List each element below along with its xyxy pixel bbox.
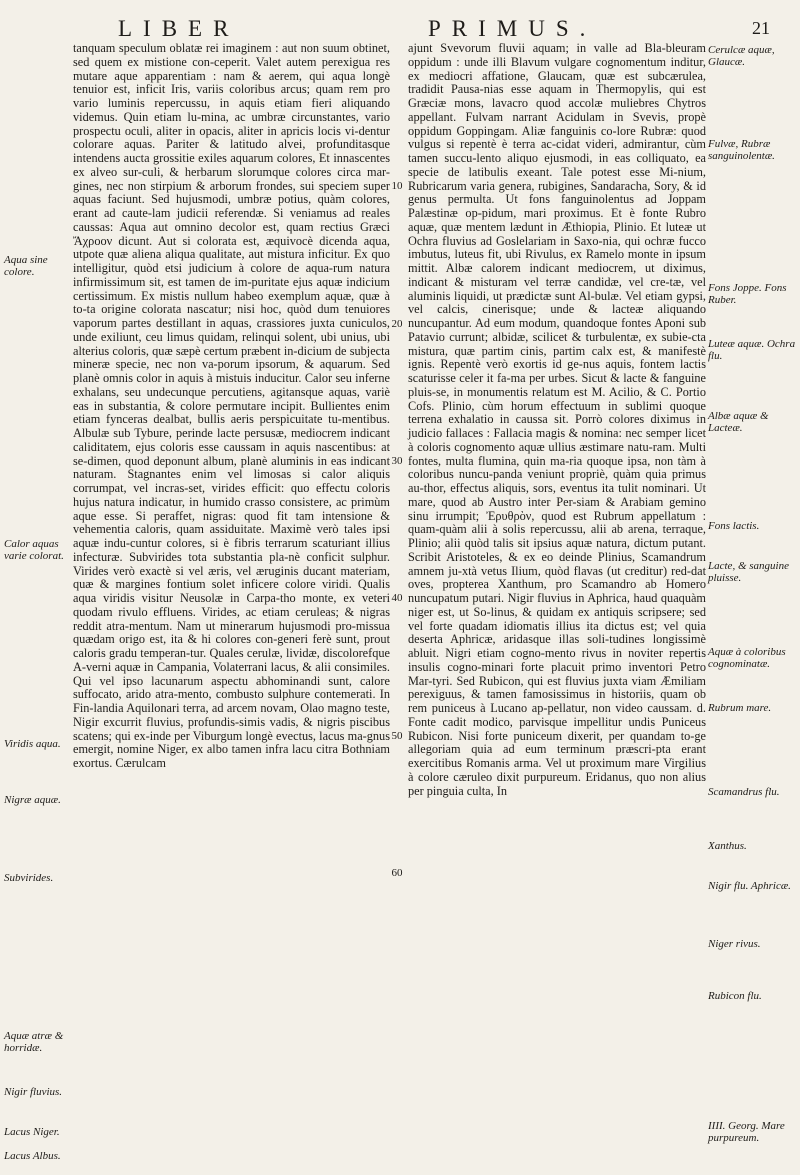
right-margin-note: Xanthus. <box>708 840 747 852</box>
right-column-text: ajunt Svevorum fluvii aquam; in valle ad Bla-bleuram oppidum : unde illi Blavum vulgare cognomentum inditur, ex mediocri affatione, Glaucam, quæ est subcærulea, tradidit Pausa-nias esse aquam in Thermopylis, qui est Græciæ mons, lavacro quod accolæ muliebres Chytros appellant. Fulvam narrant Acidulam in Svevis, propè oppidum Goppingam. Aliæ fanguinis co-lore Rubræ: quod vulgus si repentè è terra ac-cidat videri, admirantur, cùm tamen succu-lento aliquo ejusmodi, in eas colliquato, ea specie de latibulis exeant. Tale potest esse Mi-nium, Rubricarum varia genera, rubigines, Sandaracha, Sory, & id genus permulta. Ut fons fanguinolentus ad Joppam Palæstinæ op-pidum, mari proximus. Et è fonte Rubro aquæ, quæ mentem lædunt in Æthiopia, Plinio. Et luteæ ut Ochra fluvius ad Goslelariam in Saxo-nia, qui ochræ fucco imbutus, luteus fit, ubi Rivulus, ex Ramelo monte in ipsum mittit. Albæ calorem indicant mediocrem, ut diximus, indicant & misturam vel terræ candidæ, vel cre-tæ, vel aluminis liquidi, ut prædictæ sunt Al-bulæ. Vel etiam gypsi, vel calcis, cinerisque; unde & lacteæ aliquando nuncupantur. Ad eum modum, quandoque fontes Aponi sub Patavio currunt; albidæ, scilicet & turbulentæ, ex subie-cta mistura, quæ partim cinis, partim calx est, & manifestè ignis. Repentè verò exortis id ge-nus aquis, fontem lactis scaturisse celer it fa-ma per urbes. Sicut & lacte & fanguine pluis-se, in monumentis relatum est M. Acilio, & C. Portio Cofs. Plinio, cùm horum effectuum in sublimi quoque terrena exhalatio in caussa sit. Porrò colores diximus in judicio fallaces : Fallacia magis & nomina: nec semper licet à coloris cognomento aquæ ullius æstimare natu-ram. Multi fontes, multa flumina, quin ma-ria quoque ipsa, non tàm à coloribus nuncu-panda veniunt propriè, quàm quia primus au-thor, effectus aliquis, sors, eventus ita tulit nominari. Ut mare, quod ab Austro inter Per-siam & Arabiam gemino sinu irrumpit; Ἐρυθρὸν, quod est Rubrum appellatum : quam-quàm alii à solis repercussu, alii ab arena, terraque, Plinio; alii quòd talis sit ipsius aquæ natura, dictum putant. Scribit Aristoteles, & ex eo deinde Plinius, Scamandrum amnem ju-xtà vetus Ilium, quòd flavas (ut creditur) red-dat oves, propterea Xanthum, pro Scamandro ab Homero nuncupatum putari. Nigir fluvius in Aphrica, haud quaquàm niger est, ut So-linus, & quidam ex antiquis scripsere; sed vel forte quadam idiomatis illius ita dictus est; vel quia deserta Aphricæ, aridasque illas soli-tudines longissimè abluit. Nigri etiam cogno-mento rivus in noviter repertis insulis cogno-minari forte placuit primo inventori Petro Mar-tyri. Sed Rubicon, qui est fluvius juxta viam Æmiliam perexiguus, & tamen famosissimus in historiis, quam ob rem puniceus à Lucano ap-pellatur, non video caussam. d. Fonte cadit modico, parvisque impellitur undis Puniceus Rubicon. Nisi forte puniceum dixerit, per quandam to-ge allegoriam quia ad eum terminum præscri-pta erant exercitibus Romanis arma. Vel ut proximum mare Virgilius à colore cæruleo dixit purpureum. Eridanus, quo non alius per pinguia culta, In <box>408 41 706 798</box>
line-number: 10 <box>391 180 403 192</box>
right-margin-note: Luteæ aquæ. Ochra flu. <box>708 338 796 362</box>
left-margin-note: Calor aquas varie colorat. <box>4 538 64 562</box>
right-column <box>408 42 706 798</box>
right-margin-note: Niger rivus. <box>708 938 761 950</box>
right-margin-note: Cerulcæ aquæ, Glaucæ. <box>708 44 775 68</box>
right-margin-note: Fons Joppe. Fons Ruber. <box>708 282 787 306</box>
line-number: 20 <box>391 318 403 330</box>
line-number: 50 <box>391 730 403 742</box>
right-margin-note: Rubrum mare. <box>708 702 772 714</box>
left-margin-note: Nigræ aquæ. <box>4 794 61 806</box>
right-margin-note: Albæ aquæ & Lacteæ. <box>708 410 769 434</box>
line-number: 40 <box>391 592 403 604</box>
right-margin-note: Fons lactis. <box>708 520 760 532</box>
header-left: LIBER <box>118 16 240 41</box>
left-margin-note: Aquæ atræ & horridæ. <box>4 1030 64 1054</box>
right-margin-note: Aquæ à coloribus cognominatæ. <box>708 646 786 670</box>
right-margin-note: IIII. Georg. Mare purpureum. <box>708 1120 785 1144</box>
left-margin-note: Lacus Niger. <box>4 1126 60 1138</box>
right-margin-note: Rubicon flu. <box>708 990 762 1002</box>
right-margin-note: Lacte, & sanguine pluisse. <box>708 560 789 584</box>
right-margin-note: Scamandrus flu. <box>708 786 780 798</box>
line-number: 60 <box>391 867 403 879</box>
page-number: 21 <box>752 18 770 38</box>
left-margin-note: Subvirides. <box>4 872 54 884</box>
left-margin-note: Viridis aqua. <box>4 738 61 750</box>
right-margin-note: Fulvæ, Rubræ sanguinolentæ. <box>708 138 775 162</box>
left-margin-note: Nigir fluvius. <box>4 1086 63 1098</box>
right-margin-note: Nigir flu. Aphricæ. <box>708 880 791 892</box>
line-number: 30 <box>391 455 403 467</box>
left-margin-note: Lacus Albus. <box>4 1150 61 1162</box>
header-right: PRIMUS. <box>428 16 597 41</box>
left-margin-note: Aqua sine colore. <box>4 254 48 278</box>
left-column-text: tanquam speculum oblatæ rei imaginem : aut non suum obtinet, sed quem ex mistione con-ceperit. Valet autem perexigua res mutare aque apparentiam : nam & aerem, qui aqua longè tenuior est, inficit Iris, variis coloribus arcus; quam rem pro vario luminis repercussu, in aquis etiam fieri aliquando videmus. Quin etiam lu-mina, ac umbræ circunstantes, vario prospectu oculi, aliter in opacis, aliter in apricis locis vi-dentur colorare aquas. Pariter & latitudo alvei, profunditasque intendens aucta grossitie exiles aquarum colores, Et innascentes ex alveo sur-culi, & herbarum slorumque colores circa mar-gines, nec non stirpium & arborum frondes, sui speciem super aquas faciunt. Sed hujusmodi, umbræ potius, quàm colores, erant ad caute-lam judicii referendæ. Si veniamus ad reales caussas: Aqua aut omnino decolor est, quam rectius Græci Ἄχροον dicunt. Aut si colorata est, æquivocè dicenda aqua, utpote quæ aliena aliqua qualitate, aut mistura inficitur. Ex quo intelligitur, quòd etsi judicium à colore de aqua-rum natura infirmissimum sit, est tamen de im-puritate ejus aquæ indicium certissimum. Ex mistis nullum habeo exemplum aquæ, quæ à to-ta origine colorata nascatur; nisi hoc, quòd dum tenuiores vaporum partes destillant in aquas, crassiores juxta cuniculos, unde exiliunt, ceu limus quidam, relinqui solent, ubi unius, ubi alterius coloris, quæ sæpè certum præbent in-dicium de subjecta mineræ specie, nec non va-porum ipsorum, & aquarum. Sed planè omnis color in aquis à mistuis inducitur. Calor seu inferne exhalans, seu undecunque percutiens, agitansque aquas, variè eas in substantia, & colore permutare incipit. Bullientes enim etiam fynceras dealbat, bullis aeris perspicuitate tu-mentibus. Albulæ sub Tybure, perinde lacte persusæ, mediocrem indicant caliditatem, ejus coloris esse caussam in aquis nascentibus: at se-dimen, quod deponunt album, planè aluminis in eas indicant naturam. Stagnantes enim vel limosas si calor aliquis corrumpat, vel incras-set, virides efficit: quo effectu coloris hujus natura indicatur, in humido crasso consistere, ac primùm aque esse. Si peraffet, nigras: quod fit tam intensione & vehementia caloris, quam assiduitate. Maximè verò tales ipsi aquæ indu-cuntur colores, si è fibris terrarum scaturiant illius infecturæ. Subvirides tota substantia pla-nè conficit sulphur. Virides verò exactè si vel æris, vel æruginis ducant materiam, quæ & margines fontium solet inficere colore viridi. Qualis aqua viridis visitur Neusolæ in Carpa-tho monte, ex veteri quodam rivulo effluens. Virides, ac etiam ceruleas; & nigras reddit atra-mentum. Nam ut minerarum hujusmodi pro-missua quædam origo est, ita & hi colores con-generi ferè sunt, prout caloris gradu temperan-tur. Quales cerulæ, lividæ, discolorefque A-verni aquæ in Campania, Volaterrani lacus, & alii consimiles. Qui vel ipso lacunarum aspectu abhominandi sunt, calore suffocato, arido atra-mento, combusto sulphure contemerati. In Fin-landia Aquilonari terra, ad arcem novam, Olao magno teste, Nigir excurrit fluvius, profundis-simis vadis, & nigris piscibus scatens; qui ex-inde per Viburgum longè evectus, lacus ma-gnus emergit, nomine Niger, ex albo tamen infra lacu citra Bothniam exortus. Cærulcam <box>73 41 390 770</box>
left-column <box>73 42 390 771</box>
